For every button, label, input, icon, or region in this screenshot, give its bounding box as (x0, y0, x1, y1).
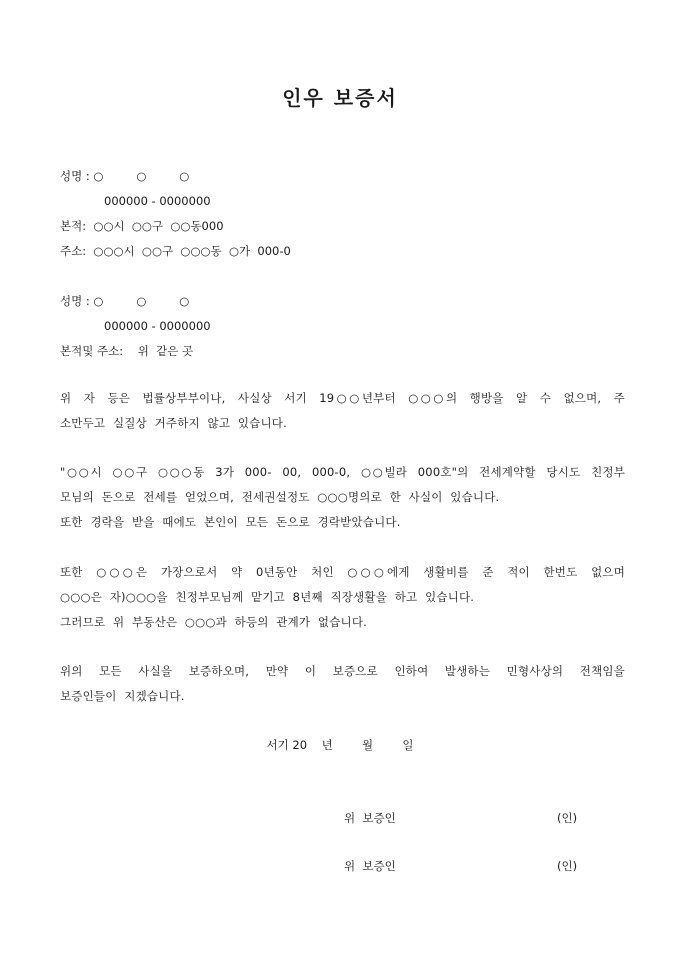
person2-domicile-address: 본적및 주소: 위 같은 곳 (60, 344, 194, 358)
person1-domicile: 본적: ○○시 ○○구 ○○동000 (60, 219, 224, 233)
person2-name: 성명 : ○ ○ ○ (60, 294, 190, 308)
guarantor-1-seal: (인) (557, 811, 578, 825)
guarantor-2-label: 위 보증인 (344, 859, 396, 873)
paragraph-4-line-1: 위의 모든 사실을 보증하오며, 만약 이 보증으로 인하여 발생하는 민형사상의 전책임을 (60, 664, 625, 678)
guarantor-2-seal: (인) (557, 859, 578, 873)
person1-name: 성명 : ○ ○ ○ (60, 169, 190, 183)
paragraph-3-line-2: ○○○은 자)○○○을 친정부모님께 맡기고 8년째 직장생활을 하고 있습니다. (60, 590, 475, 604)
person1-id-number: 000000 - 0000000 (104, 194, 211, 208)
paragraph-2-line-1: "○○시 ○○구 ○○○동 3가 000- 00, 000-0, ○○빌라 000호"의 전세계약할 당시도 친정부 (60, 465, 625, 479)
person1-address: 주소: ○○○시 ○○구 ○○○동 ○가 000-0 (60, 244, 291, 258)
paragraph-3-line-1: 또한 ○○○은 가장으로서 약 0년동안 처인 ○○○에게 생활비를 준 적이 한번도 없으며 (60, 565, 625, 579)
document-title: 인우 보증서 (282, 86, 398, 110)
guarantor-1-label: 위 보증인 (344, 811, 396, 825)
paragraph-1-line-1: 위 자 등은 법률상부부이나, 사실상 서기 19○○년부터 ○○○의 행방을 알 수 없으며, 주 (60, 391, 625, 405)
paragraph-2-line-2: 모님의 돈으로 전세를 얻었으며, 전세권설정도 ○○○명의로 한 사실이 있습니다. (60, 490, 500, 504)
paragraph-2-line-3: 또한 경락을 받을 때에도 본인이 모든 돈으로 경락받았습니다. (60, 515, 401, 529)
date-line: 서기 20 년 월 일 (266, 738, 414, 752)
paragraph-1-line-2: 소만두고 실질상 거주하지 않고 있습니다. (60, 416, 287, 430)
person2-id-number: 000000 - 0000000 (104, 319, 211, 333)
paragraph-4-line-2: 보증인들이 지겠습니다. (60, 689, 185, 703)
paragraph-3-line-3: 그러므로 위 부동산은 ○○○과 하등의 관계가 없습니다. (60, 615, 368, 629)
